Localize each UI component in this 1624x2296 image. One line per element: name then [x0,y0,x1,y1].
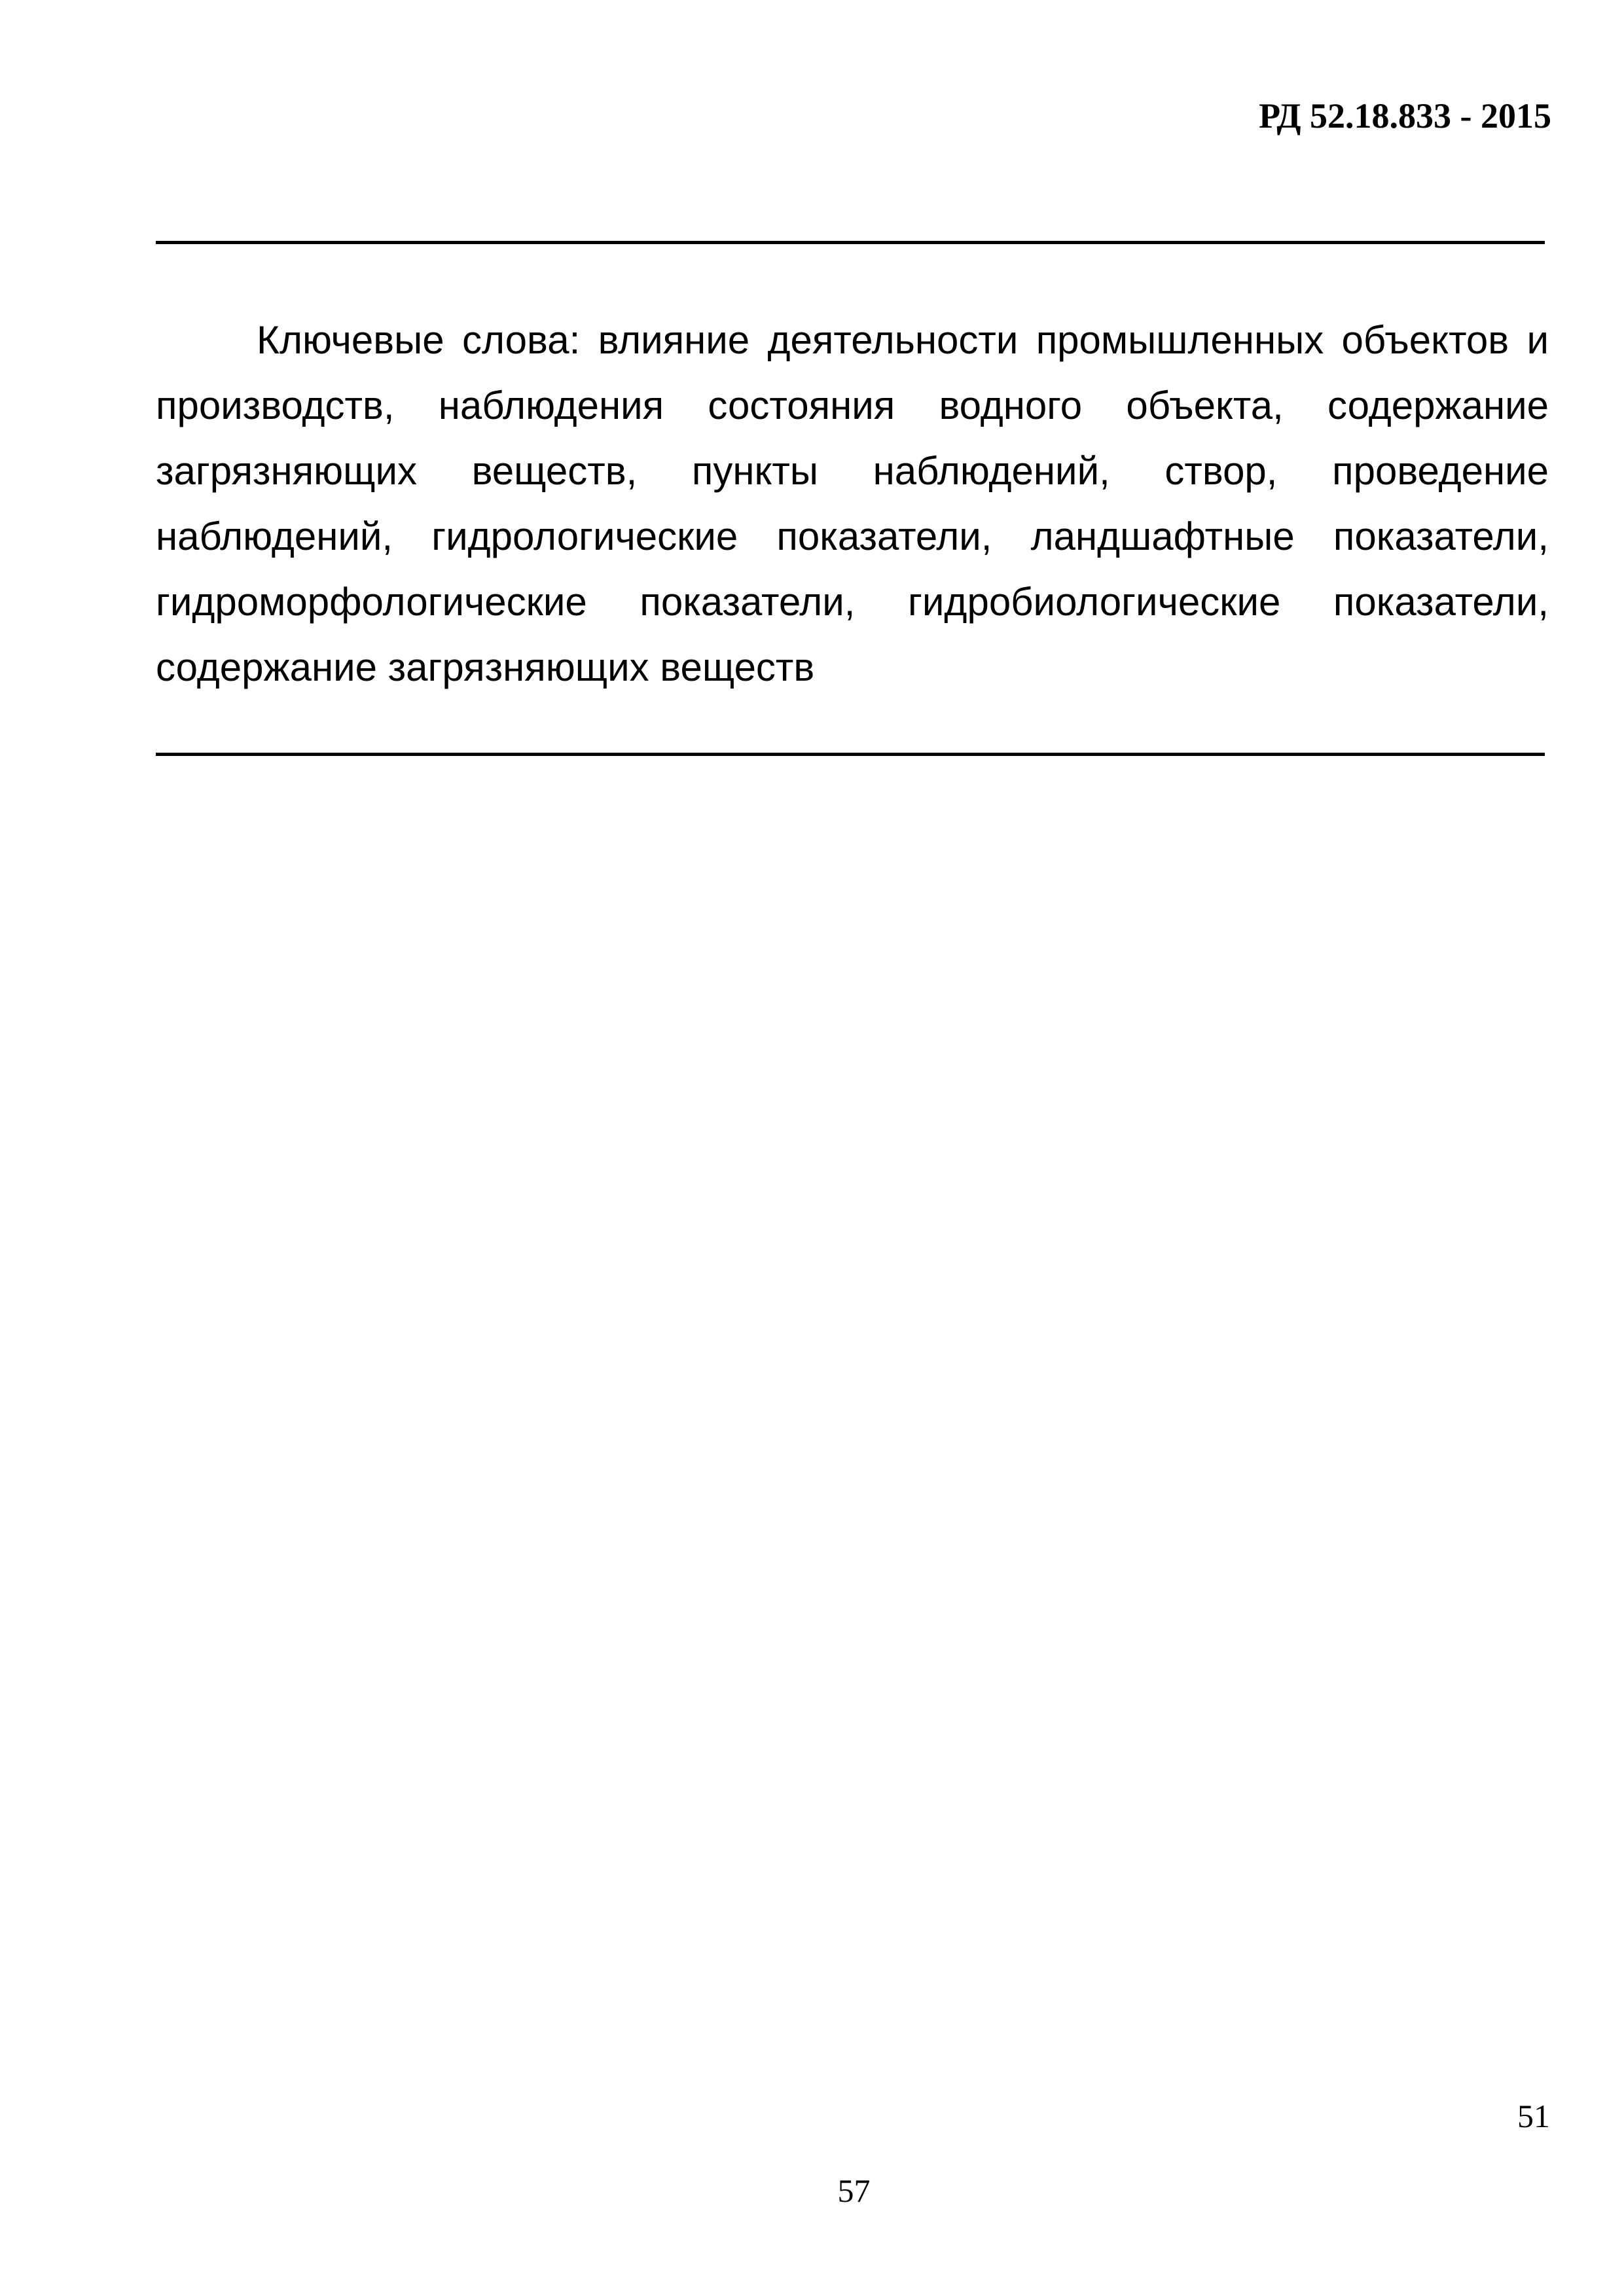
sheet-number: 57 [837,2172,871,2209]
keywords-line: содержание загрязняющих веществ [156,645,815,689]
page-number: 51 [1517,2098,1550,2134]
document-code: РД 52.18.833 - 2015 [1259,96,1551,135]
keywords-line: Ключевые слова: влияние деятельности промышленных объектов и [257,318,1549,362]
keywords-line: загрязняющих веществ, пункты наблюдений, створ, проведение [156,449,1549,493]
top-divider [156,241,1545,244]
keywords-line: наблюдений, гидрологические показатели, ландшафтные показатели, [156,514,1549,558]
bottom-divider [156,753,1545,756]
keywords-line: гидроморфологические показатели, гидробиологические показатели, [156,580,1549,624]
keywords-line: производств, наблюдения состояния водного объекта, содержание [156,384,1549,427]
keywords-paragraph [156,308,1549,700]
